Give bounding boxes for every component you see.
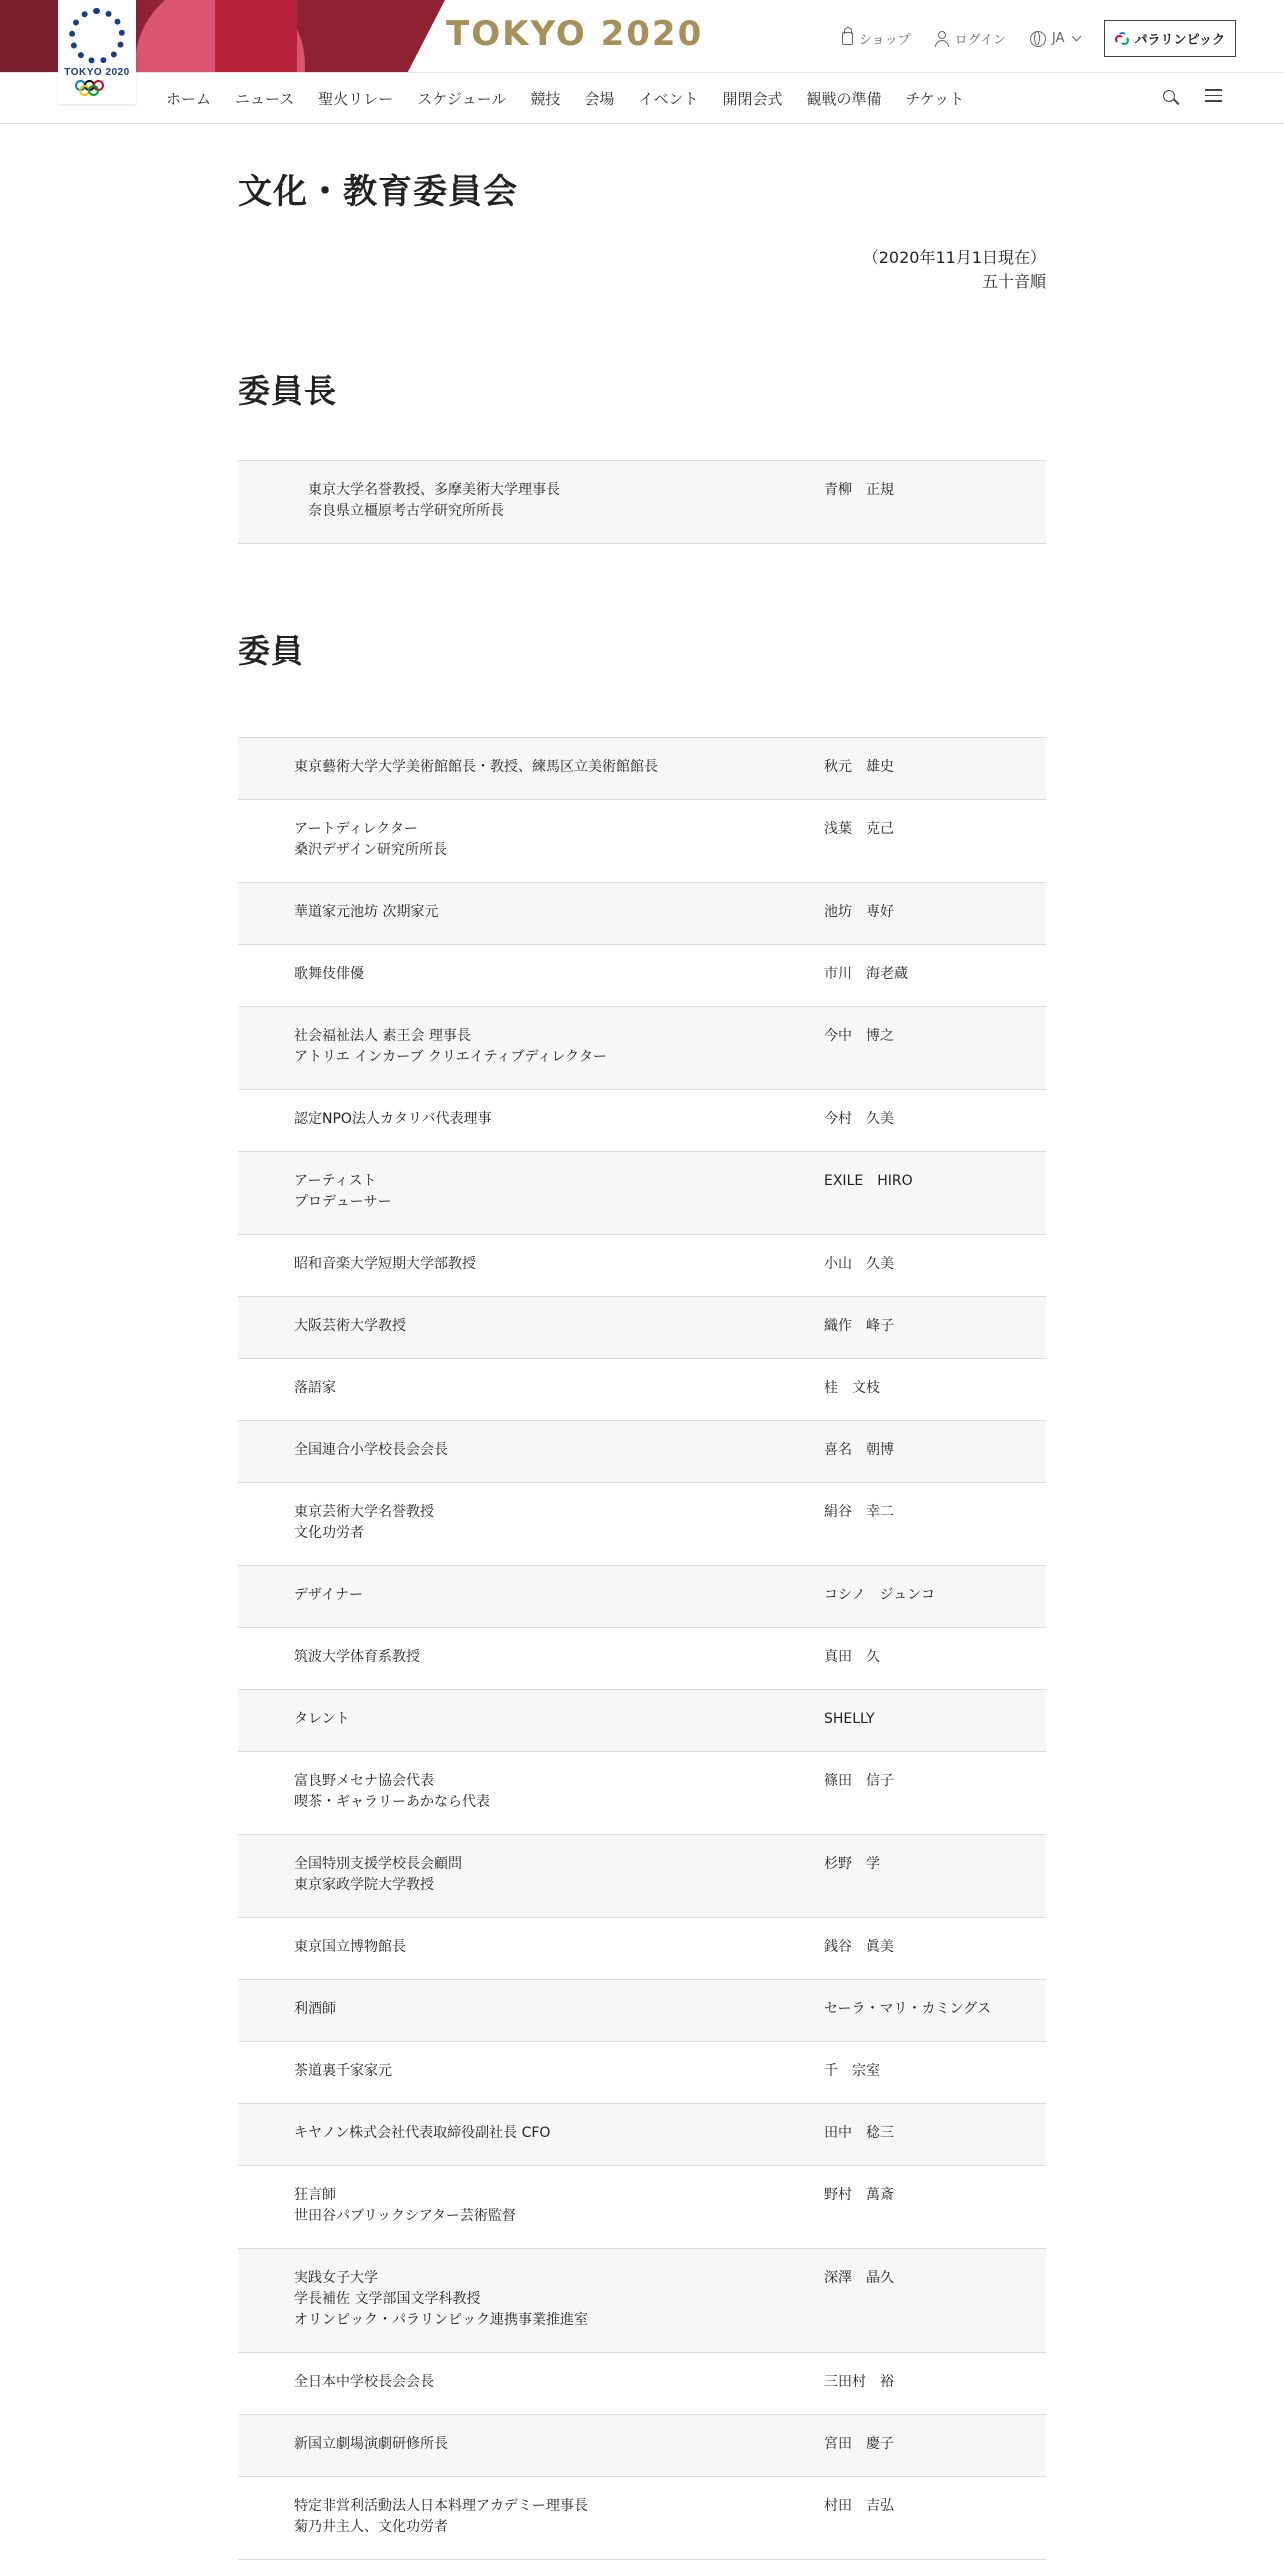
role-line: 東京家政学院大学教授 — [294, 1877, 434, 1893]
tokyo2020-wordmark[interactable]: TOKYO 2020 — [446, 14, 704, 54]
role-line: 東京国立博物館長 — [294, 1939, 406, 1955]
role-line: 特定非営利活動法人日本料理アカデミー理事長 — [294, 2498, 588, 2514]
role-line: オリンピック・パラリンピック連携事業推進室 — [294, 2312, 588, 2328]
table-row — [238, 1980, 1046, 2042]
table-row — [238, 2415, 1046, 2477]
nav-item[interactable]: ニュース — [235, 89, 295, 108]
olympic-rings-icon — [75, 80, 119, 96]
member-name: 今村 久美 — [824, 1111, 894, 1127]
role-line: 茶道裏千家家元 — [294, 2063, 392, 2079]
member-role — [238, 1171, 824, 1234]
utility-links — [842, 20, 1236, 57]
member-name: 池坊 専好 — [824, 904, 894, 920]
member-name: 織作 峰子 — [824, 1318, 894, 1334]
member-name: 今中 博之 — [824, 1028, 894, 1044]
member-role — [238, 2372, 824, 2414]
table-row — [238, 1628, 1046, 1690]
role-line: アトリエ インカーブ クリエイティブディレクター — [294, 1049, 607, 1065]
member-role — [238, 1937, 824, 1979]
table-row — [238, 800, 1046, 883]
table-row — [238, 1835, 1046, 1918]
member-name: 桂 文枝 — [824, 1380, 880, 1396]
shop-label: ショップ — [858, 33, 911, 48]
login-link[interactable] — [935, 29, 1006, 48]
member-role — [238, 819, 824, 882]
nav-item[interactable]: チケット — [905, 89, 965, 108]
role-line: 利酒師 — [294, 2001, 336, 2017]
main-content — [238, 124, 1046, 2560]
nav-item[interactable]: イベント — [638, 89, 699, 108]
login-label: ログイン — [954, 33, 1007, 48]
chair-heading: 委員長 — [238, 372, 338, 410]
member-role — [238, 2061, 824, 2103]
member-name: 小山 久美 — [824, 1256, 894, 1272]
member-role — [238, 1502, 824, 1565]
emblem-text: TOKYO 2020 — [64, 67, 130, 78]
role-line: 全国特別支援学校長会顧問 — [294, 1856, 462, 1872]
member-role — [238, 1709, 824, 1751]
table-row — [238, 1235, 1046, 1297]
role-line: アートディレクター — [294, 821, 418, 837]
member-role — [238, 1378, 824, 1420]
member-name: 深澤 晶久 — [824, 2270, 894, 2286]
member-name: 銭谷 眞美 — [824, 1939, 894, 1955]
role-line: 落語家 — [294, 1380, 336, 1396]
member-role — [238, 964, 824, 1006]
role-line: 筑波大学体育系教授 — [294, 1649, 420, 1665]
role-line: 富良野メセナ協会代表 — [294, 1773, 434, 1789]
role-line: デザイナー — [294, 1587, 364, 1603]
role-line: 歌舞伎俳優 — [294, 966, 364, 982]
role-line: 昭和音楽大学短期大学部教授 — [294, 1256, 476, 1272]
role-line: 奈良県立橿原考古学研究所所長 — [308, 503, 504, 519]
agitos-icon — [1115, 32, 1129, 46]
order-note: 五十音順 — [981, 272, 1046, 291]
role-line: 認定NPO法人カタリバ代表理事 — [294, 1111, 492, 1127]
table-row — [238, 2104, 1046, 2166]
member-role — [238, 1999, 824, 2041]
role-line: 文化功労者 — [294, 1525, 364, 1541]
role-line: タレント — [294, 1711, 350, 1727]
language-label: JA — [1052, 31, 1065, 46]
member-role — [238, 1440, 824, 1482]
nav-tools — [1163, 89, 1222, 102]
role-line: 社会福祉法人 素王会 理事長 — [294, 1028, 471, 1044]
member-name: 青柳 正規 — [824, 482, 894, 498]
member-name: コシノ ジュンコ — [824, 1587, 936, 1603]
hamburger-menu-icon[interactable] — [1205, 89, 1222, 102]
member-role — [238, 1254, 824, 1296]
nav-item[interactable]: ホーム — [166, 89, 212, 108]
table-row — [238, 2166, 1046, 2249]
member-name: 秋元 雄史 — [824, 759, 894, 775]
chair-table — [238, 460, 1046, 544]
member-name: 市川 海老蔵 — [824, 966, 908, 982]
member-name: 千 宗室 — [824, 2063, 880, 2079]
role-line: 東京芸術大学名誉教授 — [294, 1504, 434, 1520]
table-row — [238, 1566, 1046, 1628]
member-role — [238, 2496, 824, 2559]
table-row — [238, 1483, 1046, 1566]
search-icon[interactable] — [1163, 90, 1175, 102]
role-line: アーティスト — [294, 1173, 377, 1189]
member-role — [238, 1109, 824, 1151]
shop-link[interactable] — [842, 29, 911, 48]
member-role — [238, 2434, 824, 2476]
table-row — [238, 1007, 1046, 1090]
role-line: 東京大学名誉教授、多摩美術大学理事長 — [308, 482, 560, 498]
user-icon — [935, 31, 949, 47]
role-line: 東京藝術大学大学美術館館長・教授、練馬区立美術館館長 — [294, 759, 658, 775]
table-row — [238, 1090, 1046, 1152]
table-row — [238, 2249, 1046, 2353]
member-name: 野村 萬斎 — [824, 2187, 894, 2203]
role-line: プロデューサー — [294, 1194, 392, 1210]
table-row — [238, 461, 1046, 544]
role-line: 実践女子大学 — [294, 2270, 378, 2286]
page-title: 文化・教育委員会 — [238, 172, 518, 212]
member-name: 杉野 学 — [824, 1856, 880, 1872]
role-line: 大阪芸術大学教授 — [294, 1318, 406, 1334]
globe-icon — [1030, 31, 1046, 47]
member-role — [238, 1647, 824, 1689]
member-role — [238, 902, 824, 944]
member-name: 村田 吉弘 — [824, 2498, 894, 2514]
table-row — [238, 1918, 1046, 1980]
nav-item[interactable]: 開閉会式 — [722, 89, 783, 108]
member-role — [238, 1771, 824, 1834]
role-line: 全国連合小学校長会会長 — [294, 1442, 448, 1458]
as-of-date: （2020年11月1日現在） — [862, 248, 1046, 267]
member-name: セーラ・マリ・カミングス — [824, 2001, 992, 2017]
as-of-note — [238, 246, 1046, 294]
role-line: 桑沢デザイン研究所所長 — [294, 842, 448, 858]
nav-item[interactable]: スケジュール — [417, 89, 507, 108]
checkered-emblem-icon — [69, 8, 125, 64]
member-role — [238, 480, 824, 543]
role-line: キヤノン株式会社代表取締役副社長 CFO — [294, 2125, 551, 2141]
table-row — [238, 1690, 1046, 1752]
table-row — [238, 1297, 1046, 1359]
member-role — [238, 1854, 824, 1917]
member-name: EXILE HIRO — [824, 1173, 913, 1189]
chevron-down-icon — [1071, 32, 1081, 42]
role-line: 全日本中学校長会会長 — [294, 2374, 434, 2390]
table-row — [238, 2353, 1046, 2415]
member-role — [238, 1026, 824, 1089]
top-header — [0, 0, 1284, 78]
member-role — [238, 1316, 824, 1358]
member-name: 浅葉 克己 — [824, 821, 894, 837]
member-name: 田中 稔三 — [824, 2125, 894, 2141]
table-row — [238, 738, 1046, 800]
table-row — [238, 945, 1046, 1007]
member-role — [238, 2123, 824, 2165]
table-row — [238, 1752, 1046, 1835]
shopping-bag-icon — [842, 32, 853, 45]
table-row — [238, 2042, 1046, 2104]
role-line: 喫茶・ギャラリーあかなら代表 — [294, 1794, 490, 1810]
paralympic-button[interactable] — [1104, 20, 1236, 57]
member-name: 篠田 信子 — [824, 1773, 894, 1789]
paralympic-label: パラリンピック — [1134, 33, 1225, 48]
members-heading: 委員 — [238, 632, 305, 670]
member-role — [238, 1585, 824, 1627]
member-name: 絹谷 幸二 — [824, 1504, 894, 1520]
members-table — [238, 737, 1046, 2560]
nav-item[interactable]: 聖火リレー — [318, 89, 394, 108]
member-name: 喜名 朝博 — [824, 1442, 894, 1458]
table-row — [238, 2477, 1046, 2560]
main-navigation — [0, 73, 1284, 124]
nav-items — [166, 73, 964, 123]
table-row — [238, 1152, 1046, 1235]
member-name: 真田 久 — [824, 1649, 880, 1665]
table-row — [238, 1421, 1046, 1483]
nav-item[interactable]: 競技 — [530, 89, 561, 108]
nav-item[interactable]: 観戦の準備 — [806, 89, 882, 108]
tokyo2020-emblem-logo[interactable] — [58, 0, 136, 104]
member-role — [238, 2268, 824, 2352]
language-selector[interactable] — [1030, 31, 1080, 47]
nav-item[interactable]: 会場 — [584, 89, 615, 108]
table-row — [238, 1359, 1046, 1421]
member-name: 三田村 裕 — [824, 2374, 894, 2390]
member-role — [238, 2185, 824, 2248]
role-line: 狂言師 — [294, 2187, 336, 2203]
role-line: 新国立劇場演劇研修所長 — [294, 2436, 448, 2452]
role-line: 華道家元池坊 次期家元 — [294, 904, 439, 920]
member-name: 宮田 慶子 — [824, 2436, 894, 2452]
member-role — [238, 757, 824, 799]
role-line: 学長補佐 文学部国文学科教授 — [294, 2291, 481, 2307]
table-row — [238, 883, 1046, 945]
member-name: SHELLY — [824, 1711, 875, 1727]
role-line: 菊乃井主人、文化功労者 — [294, 2519, 448, 2535]
role-line: 世田谷パブリックシアター芸術監督 — [294, 2208, 516, 2224]
